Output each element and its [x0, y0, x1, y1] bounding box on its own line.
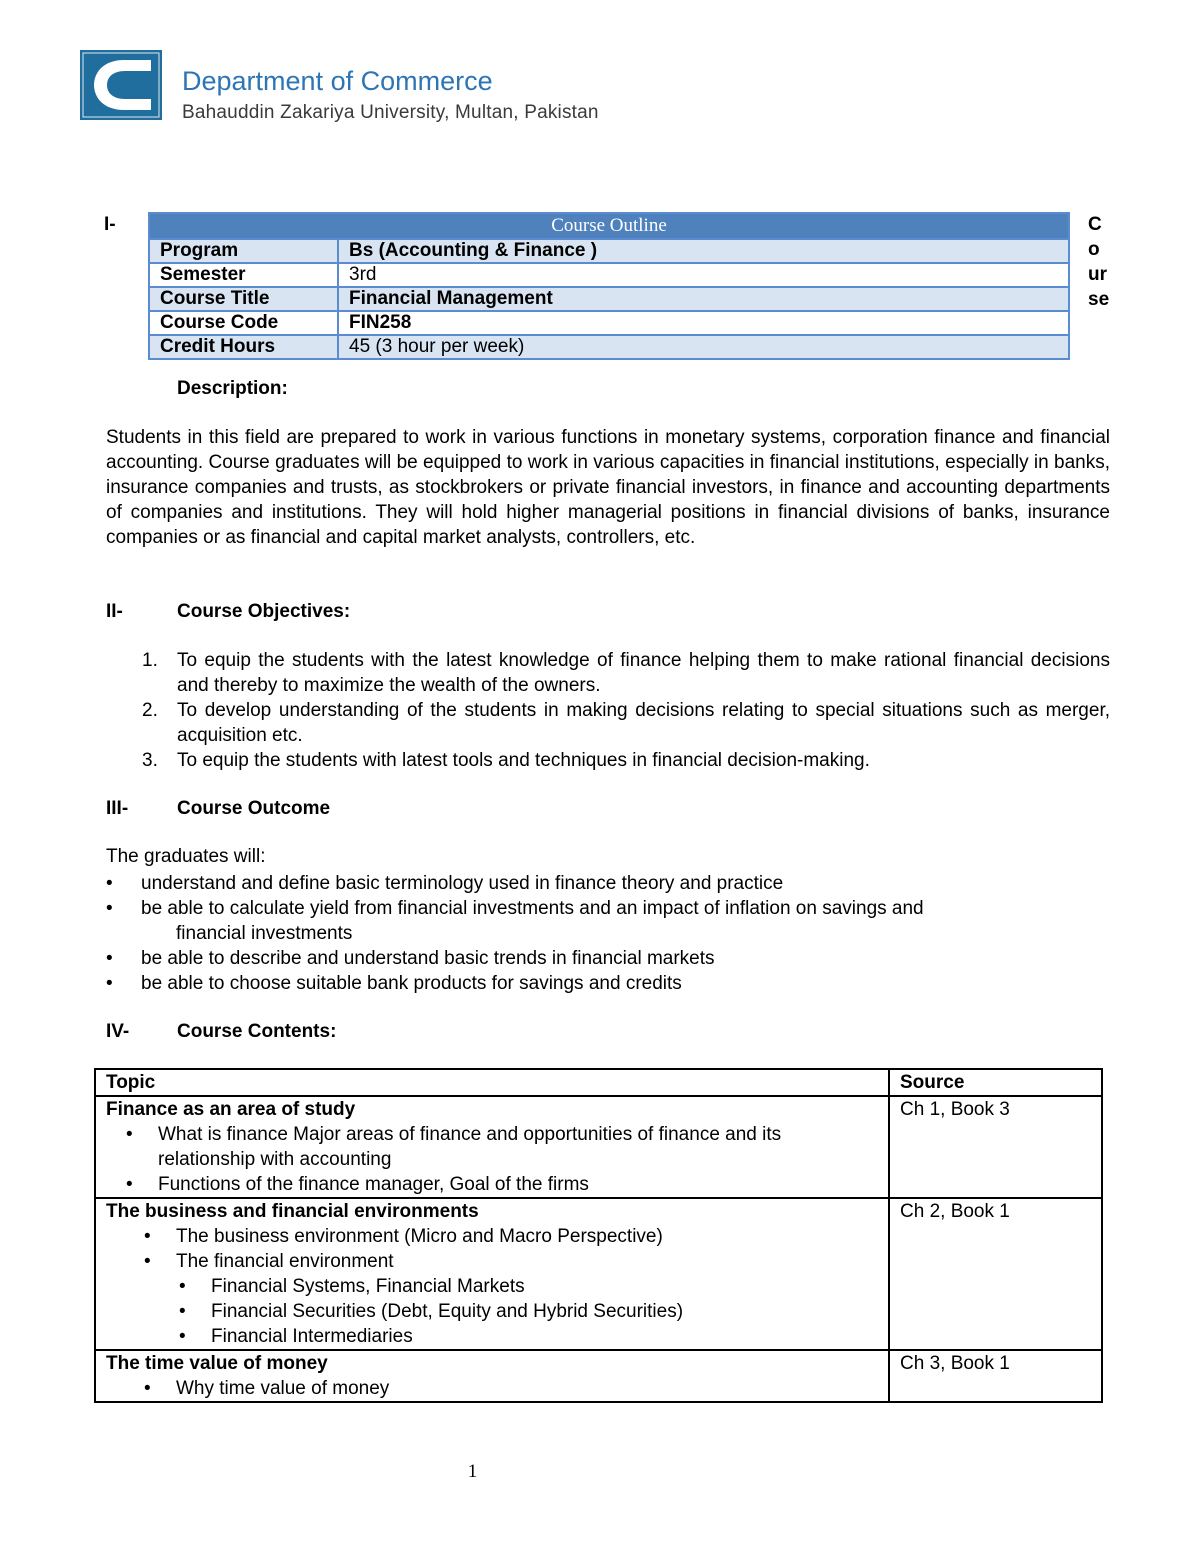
outline-key: Course Title [149, 287, 338, 311]
bullet-icon: • [144, 1378, 151, 1399]
outline-key: Program [149, 239, 338, 263]
table-row [95, 1198, 1102, 1350]
outline-value: 45 (3 hour per week) [338, 335, 1069, 359]
section-3-title: Course Outcome [177, 798, 331, 819]
bullet-icon: • [126, 1174, 133, 1195]
table-row [95, 1096, 1102, 1198]
side-fragment-text: C o ur se [1088, 214, 1110, 310]
bullet-icon: • [126, 1124, 133, 1145]
outline-row-credit-hours [149, 335, 1069, 359]
bullet-icon: • [106, 948, 113, 969]
university-name: Bahauddin Zakariya University, Multan, Pakistan [182, 102, 599, 123]
list-item: • be able to choose suitable bank products for savings and credits [106, 973, 682, 994]
table-row [95, 1350, 1102, 1402]
bullet-icon: • [179, 1301, 186, 1322]
section-2-title: Course Objectives: [177, 601, 351, 622]
topic-title: The business and financial environments [106, 1201, 479, 1222]
topic-title: The time value of money [106, 1353, 328, 1374]
list-item: 3. To equip the students with latest tools and techniques in financial decision-making. [142, 750, 870, 771]
outline-value: 3rd [338, 263, 1069, 287]
outcomes-list [106, 871, 1066, 996]
department-title: Department of Commerce [182, 66, 493, 96]
outline-value: Financial Management [338, 287, 1069, 311]
bullet-icon: • [179, 1326, 186, 1347]
bullet-icon: • [106, 973, 113, 994]
list-item: • Why time value of money [144, 1378, 390, 1399]
section-4-number: IV- [106, 1021, 130, 1042]
bullet-icon: • [144, 1226, 151, 1247]
bullet-icon: • [144, 1251, 151, 1272]
section-1-number: I- [104, 214, 116, 235]
course-contents-table [94, 1068, 1103, 1403]
department-logo-icon [80, 50, 162, 120]
bullet-icon: • [179, 1276, 186, 1297]
list-item: • Functions of the finance manager, Goal of the firms [126, 1174, 589, 1195]
topic-source: Ch 3, Book 1 [889, 1350, 1102, 1402]
outline-value: Bs (Accounting & Finance ) [338, 239, 1069, 263]
outline-row-course-title [149, 287, 1069, 311]
outline-title: Course Outline [149, 213, 1069, 239]
outline-row-program [149, 239, 1069, 263]
list-item: • What is finance Major areas of finance and opportunities of finance and its relationship with accounting [126, 1124, 782, 1170]
section-4-title: Course Contents: [177, 1021, 337, 1042]
outline-key: Credit Hours [149, 335, 338, 359]
outline-key: Semester [149, 263, 338, 287]
bullet-icon: • [106, 898, 113, 919]
outcome-intro: The graduates will: [106, 846, 266, 867]
list-item: • understand and define basic terminology used in finance theory and practice [106, 873, 784, 894]
list-item: • The business environment (Micro and Macro Perspective) [144, 1226, 663, 1247]
outline-value: FIN258 [338, 311, 1069, 335]
description-paragraph: Students in this field are prepared to work in various functions in monetary systems, corporation finance and financial accounting. Course graduates will be equipped to work in various capacities in financial institutions, especially in banks, insurance companies and trusts, as stockbrokers or private financial investors, in finance and accounting departments of companies and institutions. They will hold higher managerial positions in financial divisions of banks, insurance companies or as financial and capital market analysts, controllers, etc. [106, 427, 1110, 548]
course-outline-table [148, 212, 1070, 360]
topic-title: Finance as an area of study [106, 1099, 356, 1120]
list-item: 1. To equip the students with the latest knowledge of finance helping them to make rational financial decisions and thereby to maximize the wealth of the owners. [142, 650, 1110, 696]
outline-key: Course Code [149, 311, 338, 335]
list-item: • be able to describe and understand basic trends in financial markets [106, 948, 715, 969]
source-header: Source [889, 1069, 1102, 1096]
list-item: • Financial Systems, Financial Markets [179, 1276, 525, 1297]
section-3-number: III- [106, 798, 129, 819]
description-label: Description: [177, 378, 288, 399]
section-2-number: II- [106, 601, 123, 622]
topic-header: Topic [95, 1069, 889, 1096]
bullet-icon: • [106, 873, 113, 894]
list-item: 2. To develop understanding of the students in making decisions relating to special situations such as merger, acquisition etc. [142, 700, 1110, 746]
page-number: 1 [467, 1461, 478, 1482]
table-header-row [95, 1069, 1102, 1096]
list-item: • Financial Intermediaries [179, 1326, 413, 1347]
topic-source: Ch 2, Book 1 [889, 1198, 1102, 1350]
outline-row-semester [149, 263, 1069, 287]
objectives-list [106, 648, 1110, 773]
list-item: • be able to calculate yield from financial investments and an impact of inflation on savings and financial investments [106, 898, 924, 944]
list-item: • Financial Securities (Debt, Equity and Hybrid Securities) [179, 1301, 684, 1322]
outline-row-course-code [149, 311, 1069, 335]
list-item: • The financial environment [144, 1251, 394, 1272]
topic-source: Ch 1, Book 3 [889, 1096, 1102, 1198]
